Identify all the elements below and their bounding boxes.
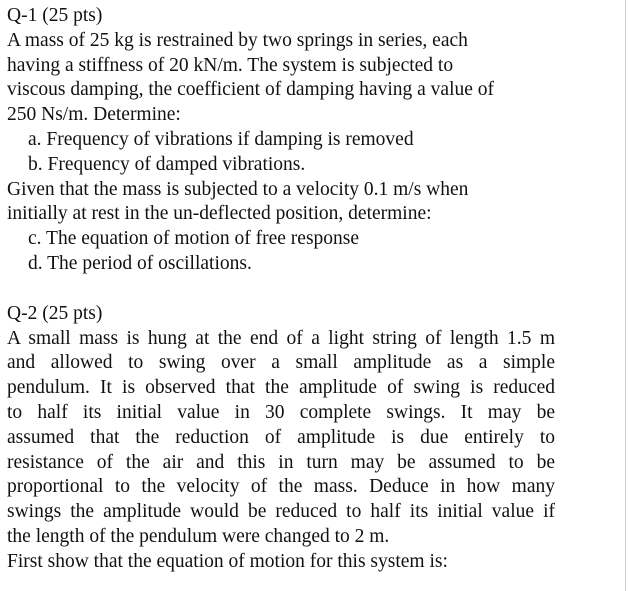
question-1-text-line: Given that the mass is subjected to a velocity 0.1 m/s when (7, 178, 469, 200)
question-2-text-line: and allowed to swing over a small amplitude as a simple (7, 352, 555, 374)
question-2-text-line: swings the amplitude would be reduced to half its initial value if (7, 501, 555, 523)
question-1-item-c: c. The equation of motion of free response (28, 228, 360, 250)
page-edge-divider (625, 0, 626, 591)
question-2-text-line: assumed that the reduction of amplitude is due entirely to (7, 426, 555, 448)
question-2-text-line: resistance of the air and this in turn may be assumed to be (7, 451, 555, 473)
question-2-header: Q-2 (25 pts) (7, 302, 103, 324)
question-1-text-line: having a stiffness of 20 kN/m. The system is subjected to (7, 54, 454, 76)
question-1 (7, 4, 630, 277)
question-1-item-b: b. Frequency of damped vibrations. (28, 153, 306, 175)
question-1-text-line: viscous damping, the coefficient of damping having a value of (7, 79, 495, 101)
question-2-text-line: the length of the pendulum were changed to 2 m. (7, 525, 390, 547)
question-1-item-d: d. The period of oscillations. (28, 252, 252, 274)
question-2 (7, 302, 630, 575)
section-gap (7, 277, 630, 302)
question-1-text-line: A mass of 25 kg is restrained by two springs in series, each (7, 29, 468, 51)
question-2-text-line: pendulum. It is observed that the amplitude of swing is reduced (7, 377, 555, 399)
question-1-header: Q-1 (25 pts) (7, 5, 103, 26)
question-1-text-line: initially at rest in the un-deflected position, determine: (7, 203, 432, 225)
question-2-text-line: A small mass is hung at the end of a light string of length 1.5 m (7, 327, 555, 349)
question-1-item-a: a. Frequency of vibrations if damping is removed (28, 128, 414, 150)
question-1-text-line: 250 Ns/m. Determine: (7, 104, 181, 126)
question-2-last-line: First show that the equation of motion for this system is: (7, 550, 448, 572)
question-2-text-line: proportional to the velocity of the mass. Deduce in how many (7, 476, 555, 498)
question-2-text-line: to half its initial value in 30 complete swings. It may be (7, 401, 555, 423)
